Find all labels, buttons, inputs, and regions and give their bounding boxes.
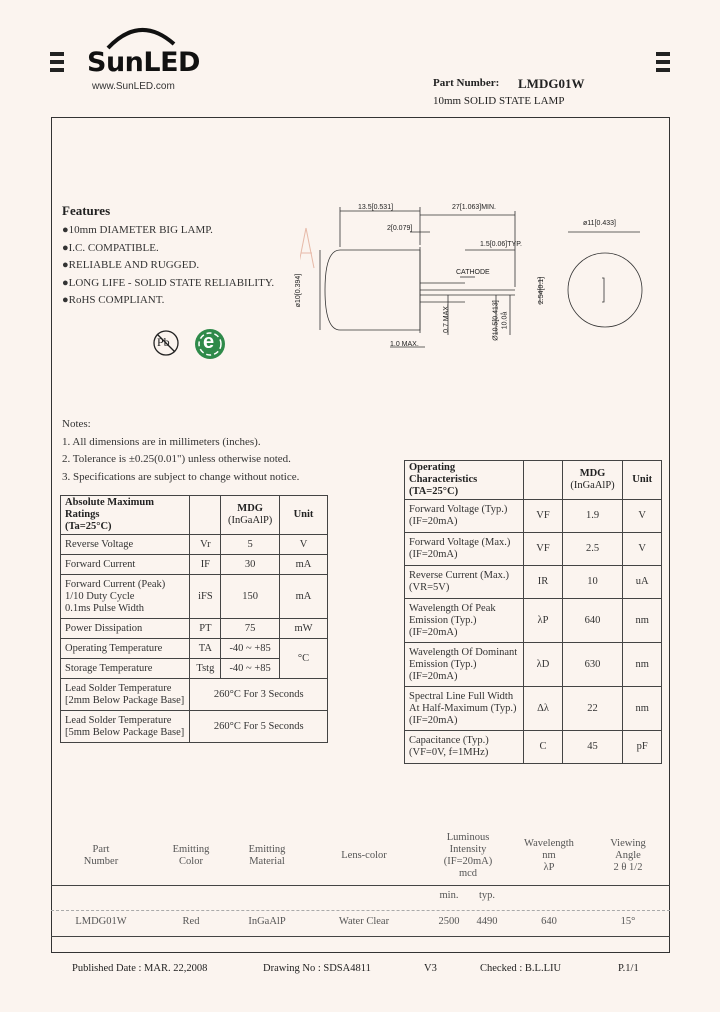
op-char-value: 640 (562, 599, 623, 643)
sel-head-material: Emitting Material (248, 844, 286, 867)
abs-max-symbol: Tstg (190, 659, 221, 679)
abs-max-row (61, 639, 328, 659)
abs-max-unit: mA (279, 555, 327, 575)
feature-item: ●I.C. COMPATIBLE. (62, 241, 159, 254)
abs-max-value: 150 (221, 575, 280, 619)
note-item: 2. Tolerance is ±0.25(0.01") unless otherwise noted. (62, 453, 291, 465)
op-char-cond: (TA=25°C) (409, 486, 459, 497)
abs-max-value: 260°C For 3 Seconds (190, 679, 328, 711)
op-char-value: 45 (562, 731, 623, 764)
op-char-param: Wavelength Of Dominant Emission (Typ.) (IF=20mA) (405, 643, 524, 687)
op-char-value: 22 (562, 687, 623, 731)
footer-checked: Checked : B.L.LIU (480, 963, 562, 974)
op-char-symbol: Δλ (524, 687, 562, 731)
abs-max-mdg-head (221, 496, 280, 535)
op-char-symbol: λP (524, 599, 562, 643)
abs-max-value: 260°C For 5 Seconds (190, 711, 328, 743)
sel-angle: 15° (620, 916, 636, 927)
sel-head-angle: Viewing Angle 2 θ 1/2 (610, 838, 646, 873)
op-char-col-mat: (InGaAlP) (570, 480, 615, 491)
sel-head-intensity: Luminous Intensity (IF=20mA) mcd (443, 832, 493, 879)
footer-version: V3 (424, 963, 437, 974)
brand-logo: SunLED (87, 47, 200, 78)
dim-13-5: 13.5[0.531] (358, 204, 394, 211)
abs-max-param: Reverse Voltage (61, 535, 190, 555)
abs-max-row (61, 535, 328, 555)
abs-max-value: -40 ~ +85 (221, 639, 280, 659)
dim-27: 27[1.063]MIN. (452, 204, 496, 211)
dim-2-54: 2.54[0.1] (538, 276, 546, 305)
dim-10-5: Ø10.5[0.413] (492, 300, 500, 341)
op-char-title (405, 461, 524, 500)
abs-max-value: 5 (221, 535, 280, 555)
op-char-unit: pF (623, 731, 662, 764)
abs-max-value: -40 ~ +85 (221, 659, 280, 679)
dim-11: ø11[0.433] (583, 220, 616, 227)
notes (62, 416, 299, 486)
note-item: 1. All dimensions are in millimeters (inches). (62, 435, 261, 448)
feature-item: ●RELIABLE AND RUGGED. (62, 259, 200, 271)
dim-10: ø10[0.394] (295, 273, 303, 308)
op-char-symbol: VF (524, 533, 562, 566)
op-char-value: 10 (562, 566, 623, 599)
abs-max-cond: (Ta=25°C) (65, 521, 112, 532)
op-char-unit-head: Unit (623, 461, 662, 500)
op-char-row (405, 731, 662, 764)
op-char-symbol: VF (524, 500, 562, 533)
abs-max-unit-head: Unit (279, 496, 327, 535)
rohs-badge (193, 327, 227, 361)
abs-max-symbol: TA (190, 639, 221, 659)
op-char-param: Spectral Line Full Width At Half-Maximum (Typ.) (IF=20mA) (405, 687, 524, 731)
abs-max-param: Operating Temperature (61, 639, 190, 659)
note-item: 3. Specifications are subject to change without notice. (62, 470, 300, 483)
op-char-table (404, 460, 662, 764)
op-char-row (405, 643, 662, 687)
sel-typ: 4490 (476, 916, 498, 927)
abs-max-unit: °C (279, 639, 327, 679)
abs-max-unit: mA (279, 575, 327, 619)
op-char-value: 1.9 (562, 500, 623, 533)
abs-max-param: Forward Current (61, 555, 190, 575)
op-char-param: Forward Voltage (Typ.) (IF=20mA) (405, 500, 524, 533)
features-list (62, 222, 274, 310)
footer-page: P.1/1 (618, 963, 639, 974)
op-char-param: Capacitance (Typ.) (VF=0V, f=1MHz) (405, 731, 524, 764)
abs-max-symbol: Vr (190, 535, 221, 555)
sel-part: LMDG01W (75, 916, 127, 927)
op-char-col-mdg: MDG (579, 468, 606, 479)
abs-max-unit: V (279, 535, 327, 555)
feature-item: ●10mm DIAMETER BIG LAMP. (62, 224, 213, 236)
pb-label: Pb (157, 335, 170, 349)
pb-free-badge (152, 329, 180, 357)
dim-2: 2[0.079] (387, 225, 413, 232)
features-title: Features (62, 203, 111, 218)
sel-min: 2500 (438, 916, 460, 927)
op-char-unit: nm (623, 687, 662, 731)
part-description: 10mm SOLID STATE LAMP (433, 95, 565, 107)
sel-sub-typ: typ. (478, 890, 496, 901)
abs-max-row (61, 575, 328, 619)
op-char-row (405, 500, 662, 533)
op-char-unit: uA (623, 566, 662, 599)
abs-max-title-text: Absolute Maximum Ratings (65, 497, 154, 520)
op-char-title-text: Operating Characteristics (409, 462, 478, 485)
dim-10-6: 10.0å (501, 311, 509, 330)
feature-item: ●LONG LIFE - SOLID STATE RELIABILITY. (62, 276, 275, 289)
dimension-drawing (295, 195, 650, 355)
op-char-symbol: IR (524, 566, 562, 599)
op-char-symbol: C (524, 731, 562, 764)
abs-max-col-mat: (InGaAlP) (227, 515, 273, 526)
op-char-row (405, 533, 662, 566)
selection-divider-bottom (51, 936, 670, 937)
abs-max-param: Forward Current (Peak) 1/10 Duty Cycle 0.1ms Pulse Width (61, 575, 190, 619)
logo-arc-icon (100, 20, 180, 50)
dim-1-0: 1.0 MAX. (390, 341, 419, 348)
abs-max-row (61, 679, 328, 711)
dim-0-7: 0.7 MAX. (442, 304, 450, 333)
corner-mark-left (50, 52, 64, 72)
op-char-param: Forward Voltage (Max.) (IF=20mA) (405, 533, 524, 566)
cathode-label: CATHODE (456, 269, 490, 276)
op-char-unit: nm (623, 599, 662, 643)
abs-max-param: Lead Solder Temperature [2mm Below Package Base] (61, 679, 190, 711)
abs-max-value: 30 (221, 555, 280, 575)
sel-head-color: Emitting Color (172, 844, 210, 867)
op-char-row (405, 687, 662, 731)
selection-table (56, 832, 664, 930)
abs-max-row (61, 711, 328, 743)
sel-wavelength: 640 (541, 916, 557, 927)
op-char-row (405, 566, 662, 599)
abs-max-sym-head (190, 496, 221, 535)
rohs-label: e (203, 331, 215, 353)
dim-1-5: 1.5[0.06]TYP. (480, 241, 522, 248)
sel-lens: Water Clear (338, 916, 390, 927)
op-char-mdg-head (562, 461, 623, 500)
sel-head-lens: Lens-color (341, 850, 387, 861)
footer-drawing-no: Drawing No : SDSA4811 (263, 963, 371, 974)
abs-max-param: Power Dissipation (61, 619, 190, 639)
corner-mark-right (656, 52, 670, 72)
website: www.SunLED.com (92, 81, 175, 92)
feature-item: ●RoHS COMPLIANT. (62, 294, 165, 306)
op-char-value: 2.5 (562, 533, 623, 566)
abs-max-symbol: iFS (190, 575, 221, 619)
part-number: LMDG01W (518, 76, 585, 91)
op-char-param: Wavelength Of Peak Emission (Typ.) (IF=20mA) (405, 599, 524, 643)
op-char-param: Reverse Current (Max.) (VR=5V) (405, 566, 524, 599)
abs-max-symbol: IF (190, 555, 221, 575)
op-char-unit: nm (623, 643, 662, 687)
abs-max-unit: mW (279, 619, 327, 639)
abs-max-row (61, 619, 328, 639)
sel-material: InGaAlP (248, 916, 286, 927)
abs-max-param: Storage Temperature (61, 659, 190, 679)
sel-head-wavelength: Wavelength nm λP (524, 838, 574, 873)
op-char-unit: V (623, 500, 662, 533)
op-char-sym-head (524, 461, 562, 500)
op-char-row (405, 599, 662, 643)
abs-max-row (61, 555, 328, 575)
op-char-value: 630 (562, 643, 623, 687)
footer-published: Published Date : MAR. 22,2008 (72, 963, 208, 974)
notes-title: Notes: (62, 418, 91, 430)
sel-color: Red (182, 916, 200, 927)
abs-max-param: Lead Solder Temperature [5mm Below Package Base] (61, 711, 190, 743)
op-char-symbol: λD (524, 643, 562, 687)
sel-sub-min: min. (439, 890, 459, 901)
sel-head-part: Part Number (83, 844, 119, 867)
part-number-label: Part Number: (433, 77, 500, 89)
abs-max-title (61, 496, 190, 535)
abs-max-value: 75 (221, 619, 280, 639)
op-char-unit: V (623, 533, 662, 566)
abs-max-symbol: PT (190, 619, 221, 639)
abs-max-table (60, 495, 328, 743)
abs-max-col-mdg: MDG (237, 503, 263, 514)
